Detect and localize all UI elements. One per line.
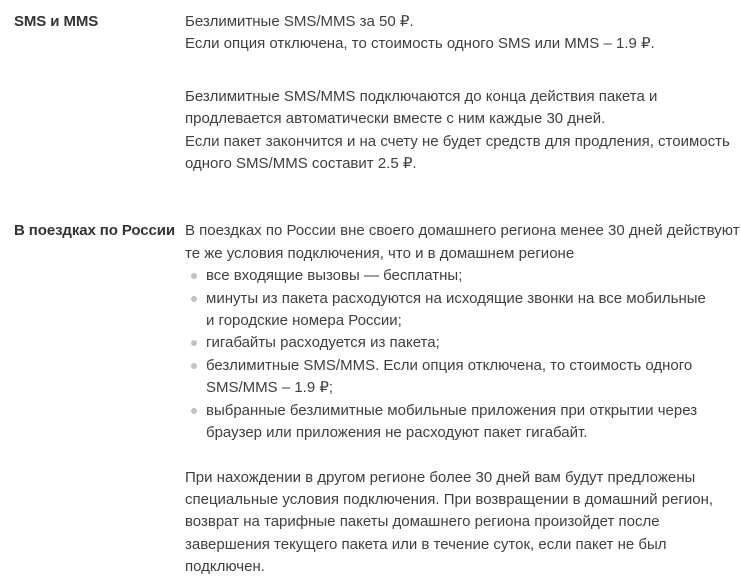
bullet-item-incoming-calls [185, 265, 737, 287]
paragraph-travel-outro [185, 467, 737, 579]
section-label-travel-russia: В поездках по России [14, 222, 176, 240]
text-line: специальные условия подключения. При возвращении в домашний регион, [185, 490, 714, 508]
text-line: Безлимитные SMS/MMS за 50 ₽. [185, 13, 414, 30]
text-line: одного SMS/MMS составит 2.5 ₽. [185, 155, 417, 173]
text-line: подключен. [185, 558, 265, 576]
travel-conditions-list [185, 265, 737, 444]
section-label-sms-mms: SMS и MMS [14, 13, 99, 30]
bullet-item-unlimited-sms [185, 355, 737, 400]
section-content-sms-mms [185, 11, 737, 175]
paragraph-travel-intro [185, 220, 740, 265]
text-line: продлевается автоматически вместе с ним каждые 30 дней. [185, 110, 606, 128]
section-travel-russia [14, 220, 740, 578]
text-line: При нахождении в другом регионе более 30 дней вам будут предложены [185, 468, 696, 486]
text-line: браузер или приложения не расходуют пакет гигабайт. [206, 424, 588, 442]
text-line: безлимитные SMS/MMS. Если опция отключена, то стоимость одного [206, 356, 693, 374]
text-line: возврат на тарифные пакеты домашнего региона произойдет после [185, 513, 660, 531]
paragraph-sms-price [185, 11, 737, 56]
bullet-item-gigabytes [185, 332, 737, 354]
text-line: В поездках по России вне своего домашнего региона менее 30 дней действуют [185, 222, 740, 240]
text-line: и городские номера России; [206, 312, 402, 330]
text-line: Безлимитные SMS/MMS подключаются до конца действия пакета и [185, 87, 658, 105]
text-line: завершения текущего пакета или в течение суток, если пакет не был [185, 535, 667, 553]
section-sms-mms [14, 11, 737, 175]
text-line: выбранные безлимитные мобильные приложения при открытии через [206, 401, 698, 419]
text-line: те же условия подключения, что и в домашнем регионе [185, 244, 575, 262]
paragraph-sms-renewal [185, 86, 737, 176]
bullet-item-unlimited-apps [185, 400, 737, 445]
text-line: Если пакет закончится и на счету не будет средств для продления, стоимость [185, 132, 730, 150]
section-content-travel-russia [185, 220, 740, 578]
text-line: минуты из пакета расходуются на исходящие звонки на все мобильные [206, 289, 706, 307]
text-line: Если опция отключена, то стоимость одного SMS или MMS – 1.9 ₽. [185, 35, 655, 53]
bullet-item-package-minutes [185, 288, 737, 333]
text-line: все входящие вызовы — бесплатны; [206, 267, 463, 285]
text-line: гигабайты расходуется из пакета; [206, 334, 440, 352]
text-line: SMS/MMS – 1.9 ₽; [206, 379, 334, 397]
